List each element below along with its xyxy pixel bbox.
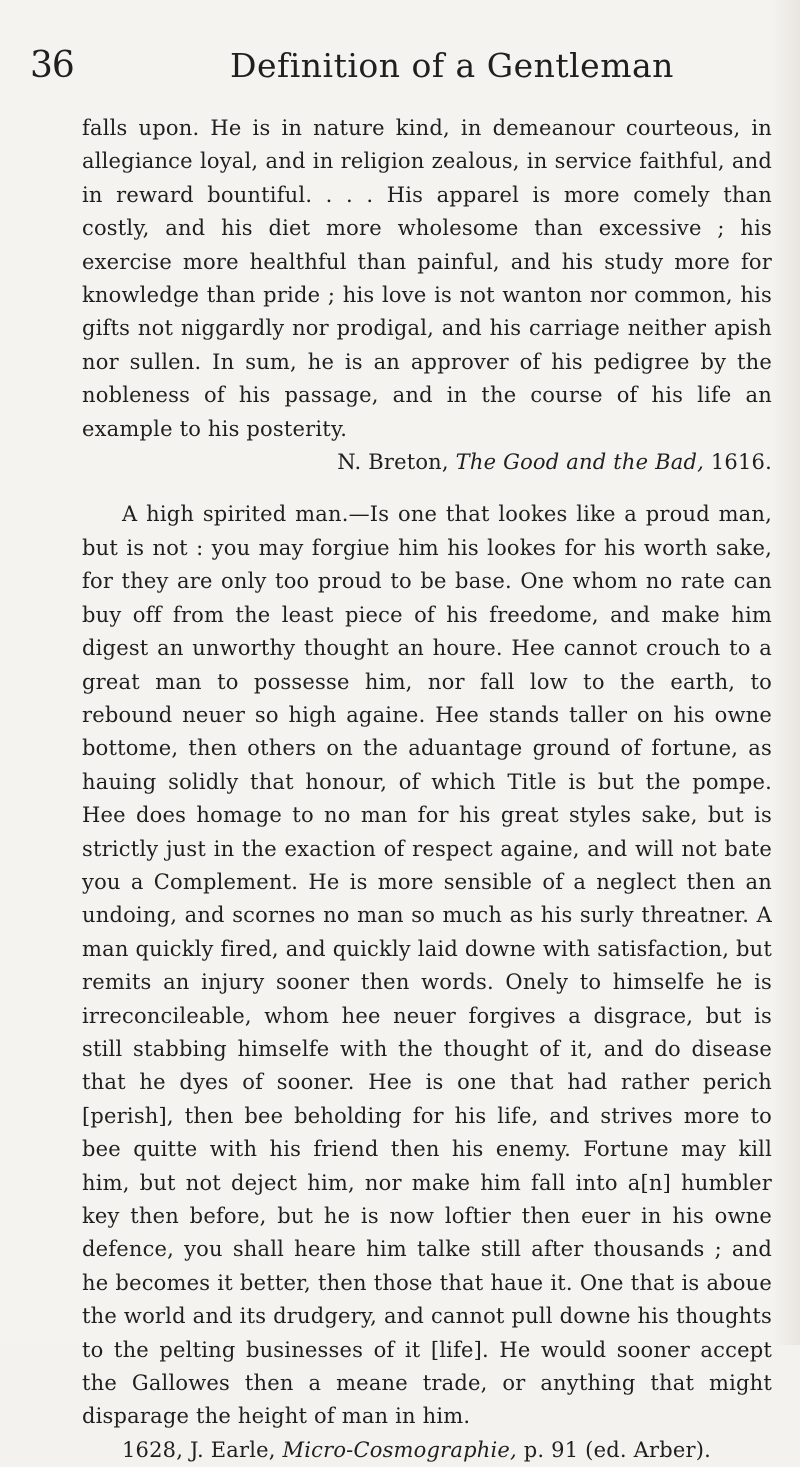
- quote-earle: A high spirited man.—Is one that lookes like a proud man, but is not : you may forgiue him his lookes for his worth sake, for they are only too proud to be base. One whom no rate can buy off from the least piece of his freedome, and make him digest an unworthy thought an houre. Hee cannot crouch to a great man to possesse him, nor fall low to the earth, to rebound neuer so high againe. Hee stands taller on his owne bottome, then others on the aduantage ground of fortune, as hauing solidly that honour, of which Title is but the pompe. Hee does homage to no man for his great styles sake, but is strictly just in the exaction of respect againe, and will not bate you a Complement. He is more sensible of a neglect then an undoing, and scornes no man so much as his surly threatner. A man quickly fired, and quickly laid downe with satisfaction, but remits an injury sooner then words. Onely to himselfe he is irreconcileable, whom hee neuer forgives a disgrace, but is still stabbing himselfe with the thought of it, and do disease that he dyes of sooner. Hee is one that had rather perich [perish], then bee beholding for his life, and strives more to bee quitte with his friend then his enemy. Fortune may kill him, but not deject him, nor make him fall into a[n] humbler key then before, but he is now loftier then euer in his owne defence, you shall heare him talke still after thousands ; and he becomes it better, then those that haue it. One that is aboue the world and its drudgery, and cannot pull downe his thoughts to the pelting businesses of it [life]. He would sooner accept the Gallowes then a meane trade, or anything that might disparage the height of man in him.: [82, 502, 772, 1429]
- page-number: 36: [30, 45, 74, 86]
- citation-breton: [82, 446, 772, 479]
- quote-breton: falls upon. He is in nature kind, in demeanour courteous, in allegiance loyal, and in religion zealous, in service faithful, and in reward bountiful. . . . His apparel is more comely than costly, and his diet more wholesome than excessive ; his exercise more healthful than painful, and his study more for knowledge than pride ; his love is not wanton nor common, his gifts not niggardly nor prodigal, and his carriage neither apish nor sullen. In sum, he is an approver of his pedigree by the nobleness of his passage, and in the course of his life an example to his posterity.: [82, 116, 772, 441]
- citation-work-title: The Good and the Bad,: [455, 450, 704, 475]
- page-title: Definition of a Gentleman: [230, 46, 674, 85]
- citation-author: N. Breton,: [337, 450, 456, 475]
- citation-suffix: p. 91 (ed. Arber).: [516, 1437, 711, 1462]
- citation-earle: [82, 1434, 772, 1467]
- citation-year: 1616.: [704, 450, 772, 475]
- running-head: [0, 44, 800, 88]
- citation-prefix: 1628, J. Earle,: [122, 1437, 283, 1462]
- body-text: [82, 112, 772, 1467]
- citation-work-title: Micro-Cosmographie,: [282, 1437, 517, 1462]
- page-edge-shading: [772, 0, 800, 1345]
